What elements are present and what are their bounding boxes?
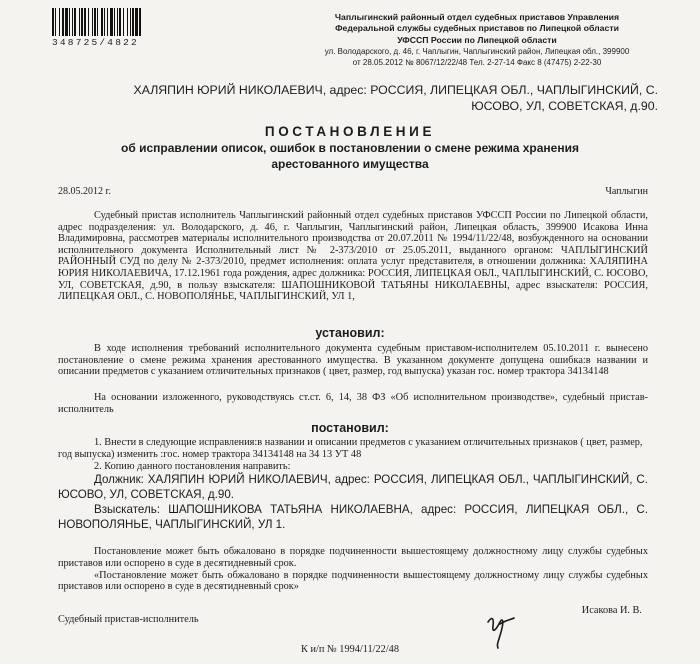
document-date: 28.05.2012 г.	[58, 186, 111, 197]
barcode-block	[52, 8, 212, 48]
barcode-image	[52, 8, 202, 36]
decided-heading: постановил:	[311, 421, 389, 435]
document-city: Чаплыгин	[605, 186, 648, 197]
addressee-line-1: ХАЛЯПИН ЮРИЙ НИКОЛАЕВИЧ, адрес: РОССИЯ, ЛИПЕЦКАЯ ОБЛ., ЧАПЛЫГИНСКИЙ, С.	[133, 83, 658, 97]
letterhead	[272, 12, 682, 68]
appeal-quote: «Постановление может быть обжаловано в порядке подчиненности вышестоящему должностному лицу службы судебных приставов или оспорено в суде в десятидневный срок»	[58, 569, 648, 593]
appeal-block	[58, 546, 648, 593]
letterhead-line-3: УФССП России по Липецкой области	[397, 34, 557, 45]
letterhead-address: ул. Володарского, д. 46, г. Чаплыгин, Чаплыгинский район, Липецкая обл., 399900	[324, 46, 630, 56]
decision-item-2: 2. Копию данного постановления направить:	[94, 460, 291, 472]
established-heading: установил:	[315, 326, 385, 340]
addressee-block	[58, 82, 658, 114]
signer-name: Исакова И. В.	[581, 605, 642, 616]
case-number: К и/п № 1994/11/22/48	[301, 644, 399, 655]
addressee-line-2: ЮСОВО, УЛ, СОВЕТСКАЯ, д.90.	[471, 99, 658, 113]
claimant-recipient: Взыскатель: ШАПОШНИКОВА ТАТЬЯНА НИКОЛАЕВНА, адрес: РОССИЯ, ЛИПЕЦКАЯ ОБЛ., С. НОВОПОЛЯНЬЕ, ЧАПЛЫГИНСКИЙ, УЛ 1.	[58, 503, 648, 531]
letterhead-contacts: от 28.05.2012 № 8067/12/22/48 Тел. 2-27-14 Факс 8 (47475) 2-22-30	[352, 58, 602, 68]
letterhead-line-1: Чаплыгинский районный отдел судебных приставов Управления	[334, 12, 620, 22]
subtitle-line-2: арестованного имущества	[271, 156, 429, 171]
signer-role: Судебный пристав-исполнитель	[58, 614, 199, 625]
subtitle-line-1: об исправлении описок, ошибок в постановлении о смене режима хранения	[121, 141, 579, 155]
letterhead-line-2: Федеральной службы судебных приставов по Липецкой области	[335, 23, 619, 34]
intro-paragraph: Судебный пристав исполнитель Чаплыгинский районный отдел судебных приставов УФССП России по Липецкой области, адрес подразделения: ул. Володарского, д. 46, г. Чаплыгин, Чаплыгинский район, Липецкая область, 399900 Исакова Инна Владимировна, рассмотрев материалы исполнительного производства от 20.07.2011 № 1994/11/22/48, возбужденного на основании исполнительного документа Исполнительный лист № 2-373/2010 от 25.05.2011, выданного органом: ЧАПЛЫГИНСКИЙ РАЙОННЫЙ СУД по делу № 2-373/2010, предмет исполнения: оплата услуг представителя, в отношении должника: ХАЛЯПИНА ЮРИЯ НИКОЛАЕВИЧА, 17.12.1961 года рождения, адрес должника: РОССИЯ, ЛИПЕЦКАЯ ОБЛ., ЧАПЛЫГИНСКИЙ, С. ЮСОВО, УЛ, СОВЕТСКАЯ, д.90, в пользу взыскателя: ШАПОШНИКОВОЙ ТАТЬЯНЫ НИКОЛАЕВНЫ, адрес взыскателя: РОССИЯ, ЛИПЕЦКАЯ ОБЛ., С. НОВОПОЛЯНЬЕ, ЧАПЛЫГИНСКИЙ, УЛ 1,	[58, 210, 648, 303]
barcode-number: 348725/4822	[52, 37, 139, 48]
decision-items	[58, 437, 648, 532]
basis-paragraph: На основании изложенного, руководствуясь ст.ст. 6, 14, 38 ФЗ «Об исполнительном производстве», судебный пристав-исполнитель	[58, 392, 648, 415]
document-subtitle	[120, 141, 580, 172]
decision-item-1: 1. Внести в следующие исправления:в названии и описании предметов с указанием отличительных признаков ( цвет, размер, год выпуска) изменить :гос. номер трактора 34134148 на 34 13 УТ 48	[58, 437, 643, 460]
findings-paragraph: В ходе исполнения требований исполнительного документа судебным приставом-исполнителем 05.10.2011 г. вынесено постановление о смене режима хранения арестованного имущества. В указанном документе допущена ошибка:в названии и описании предметов с указанием отличительных признаков ( цвет, размер, год выпуска) указан гос. номер трактора 34134148	[58, 343, 648, 378]
debtor-recipient: Должник: ХАЛЯПИН ЮРИЙ НИКОЛАЕВИЧ, адрес: РОССИЯ, ЛИПЕЦКАЯ ОБЛ., ЧАПЛЫГИНСКИЙ, С. ЮСОВО, УЛ, СОВЕТСКАЯ, д.90.	[58, 473, 648, 501]
appeal-paragraph: Постановление может быть обжаловано в порядке подчиненности вышестоящему должностному лицу службы судебных приставов или оспорено в суде в десятидневный срок.	[58, 546, 648, 569]
document-title: ПОСТАНОВЛЕНИЕ	[264, 124, 436, 139]
